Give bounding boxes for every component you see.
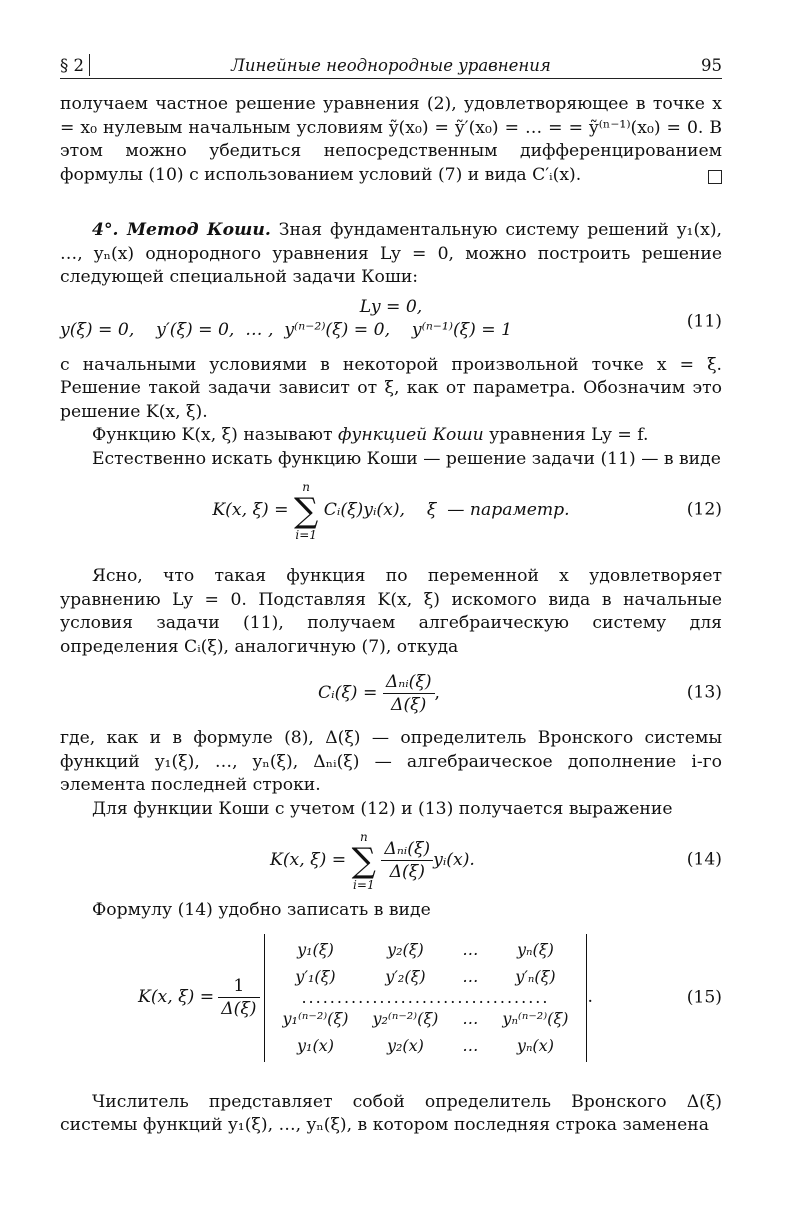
- paragraph-10: Числитель представляет собой определитель Вронского Δ(ξ) системы функций y₁(ξ), …, yₙ(ξ), в котором последняя строка заменена: [60, 1091, 722, 1135]
- eq14-fraction: [381, 838, 433, 883]
- equation-11: [60, 296, 722, 348]
- paragraph-6: Ясно, что такая функция по переменной x удовлетворяет уравнению Ly = 0. Подставляя K(x, ξ) искомого вида в начальные условия задачи (11), получаем алгебраическую систему для определения Cᵢ(ξ), аналогичную (7), откуда: [60, 566, 722, 657]
- det-cell: y₂(ξ): [387, 939, 424, 959]
- det-cell: …: [462, 967, 479, 986]
- paragraph-2: 4°. Метод Коши. Зная фундаментальную систему решений y₁(x), …, yₙ(x) однородного уравнения Ly = 0, можно построить решение следующей специальной задачи Коши:: [60, 220, 723, 287]
- eq14-lhs: K(x, ξ) =: [270, 850, 347, 870]
- paragraph-1: получаем частное решение уравнения (2), удовлетворяющее в точке x = x₀ нулевым начальным условиям ỹ(x₀) = ỹ′(x₀) = … = = ỹ⁽ⁿ⁻¹⁾(x₀) = 0. В этом можно убедиться непосредственным дифференцированием формулы (10) с использованием условий (7) и вида C′ᵢ(x).: [60, 94, 722, 185]
- equation-number-12: (12): [686, 499, 722, 520]
- det-cell: yₙ(ξ): [517, 939, 554, 959]
- det-row-2: [271, 963, 581, 991]
- paragraph-7: где, как и в формуле (8), Δ(ξ) — определитель Вронского системы функций y₁(ξ), …, yₙ(ξ), Δₙᵢ(ξ) — алгебраическое дополнение i-го элемента последней строки.: [60, 728, 722, 795]
- equation-14: [60, 827, 722, 893]
- paragraph-4: Функцию K(x, ξ) называют функцией Коши уравнения Ly = f.: [92, 425, 649, 445]
- equation-13: [60, 665, 722, 721]
- det-cell: y′₁(ξ): [295, 967, 336, 986]
- page: [60, 52, 722, 1138]
- det-cell: y₂(x): [386, 1036, 424, 1055]
- eq14-numerator: Δₙᵢ(ξ): [381, 838, 433, 861]
- det-cell: y₁(x): [296, 1036, 334, 1055]
- section-number: § 2: [60, 54, 84, 78]
- sum-sign: n ∑ i=1: [351, 829, 376, 892]
- det-cell: …: [462, 1008, 479, 1028]
- page-number: 95: [701, 56, 722, 75]
- eq14-tail: yᵢ(x).: [433, 850, 475, 870]
- eq11-line2: y(ξ) = 0, y′(ξ) = 0, … , y⁽ⁿ⁻²⁾(ξ) = 0, y⁽ⁿ⁻¹⁾(ξ) = 1: [60, 320, 513, 340]
- det-cell: y′ₙ(ξ): [515, 967, 556, 986]
- subsection-heading: 4°. Метод Коши.: [92, 220, 271, 240]
- running-header: [60, 52, 722, 79]
- equation-number-15: (15): [686, 986, 722, 1007]
- paragraph-3: с начальными условиями в некоторой произвольной точке x = ξ. Решение такой задачи зависит от ξ, как от параметра. Обозначим это решение K(x, ξ).: [60, 354, 722, 422]
- qed-box-icon: [708, 170, 722, 184]
- eq13-tail: ,: [434, 683, 441, 703]
- eq12-sum-top: n: [302, 479, 311, 494]
- det-cell: y′₂(ξ): [385, 967, 426, 986]
- paragraph-9: Формулу (14) удобно записать в виде: [92, 900, 431, 920]
- det-dots-row: [271, 991, 581, 1005]
- eq11-line1: Ly = 0,: [359, 296, 423, 317]
- det-cell: yₙ⁽ⁿ⁻²⁾(ξ): [502, 1008, 569, 1028]
- eq15-tail: .: [587, 986, 593, 1007]
- equation-15: [60, 927, 722, 1069]
- equation-number-14: (14): [686, 849, 722, 870]
- det-cell: …: [462, 939, 479, 959]
- eq12-rhs: Cᵢ(ξ)yᵢ(x), ξ — параметр.: [323, 500, 570, 520]
- det-cell: y₂⁽ⁿ⁻²⁾(ξ): [372, 1008, 439, 1028]
- eq13-denominator: Δ(ξ): [391, 695, 427, 715]
- det-row-3: [271, 1005, 581, 1033]
- det-dots: ...................................: [301, 987, 550, 1007]
- det-cell: yₙ(x): [516, 1036, 554, 1055]
- eq13-fraction: [383, 671, 435, 716]
- equation-number-11: (11): [686, 310, 722, 331]
- sum-sign: n ∑ i=1: [294, 479, 319, 542]
- det-row-1: [271, 936, 581, 964]
- eq14-denominator: Δ(ξ): [389, 862, 425, 882]
- eq15-numerator: 1: [218, 975, 259, 998]
- eq12-lhs: K(x, ξ) =: [212, 500, 289, 520]
- equation-number-13: (13): [686, 682, 722, 703]
- eq14-sum-bottom: i=1: [353, 877, 375, 892]
- term-cauchy-function: функцией Коши: [337, 425, 484, 445]
- eq13-lhs: Cᵢ(ξ) =: [318, 683, 378, 703]
- eq15-lhs: K(x, ξ) =: [138, 986, 215, 1007]
- paragraph-5: Естественно искать функцию Коши — решение задачи (11) — в виде: [92, 448, 721, 469]
- det-cell: y₁(ξ): [297, 939, 334, 959]
- equation-12: [60, 477, 722, 543]
- det-cell: y₁⁽ⁿ⁻²⁾(ξ): [282, 1008, 349, 1028]
- eq15-denominator: Δ(ξ): [221, 999, 257, 1019]
- det-row-4: [271, 1032, 581, 1060]
- eq14-sum-top: n: [359, 829, 368, 844]
- paragraph-8: Для функции Коши с учетом (12) и (13) получается выражение: [92, 798, 673, 819]
- eq15-fraction: [218, 975, 259, 1020]
- running-title: Линейные неоднородные уравнения: [231, 56, 551, 75]
- eq13-numerator: Δₙᵢ(ξ): [383, 671, 435, 694]
- wronskian-determinant: [264, 934, 588, 1062]
- eq12-sum-bottom: i=1: [295, 527, 317, 542]
- det-cell: …: [462, 1036, 479, 1055]
